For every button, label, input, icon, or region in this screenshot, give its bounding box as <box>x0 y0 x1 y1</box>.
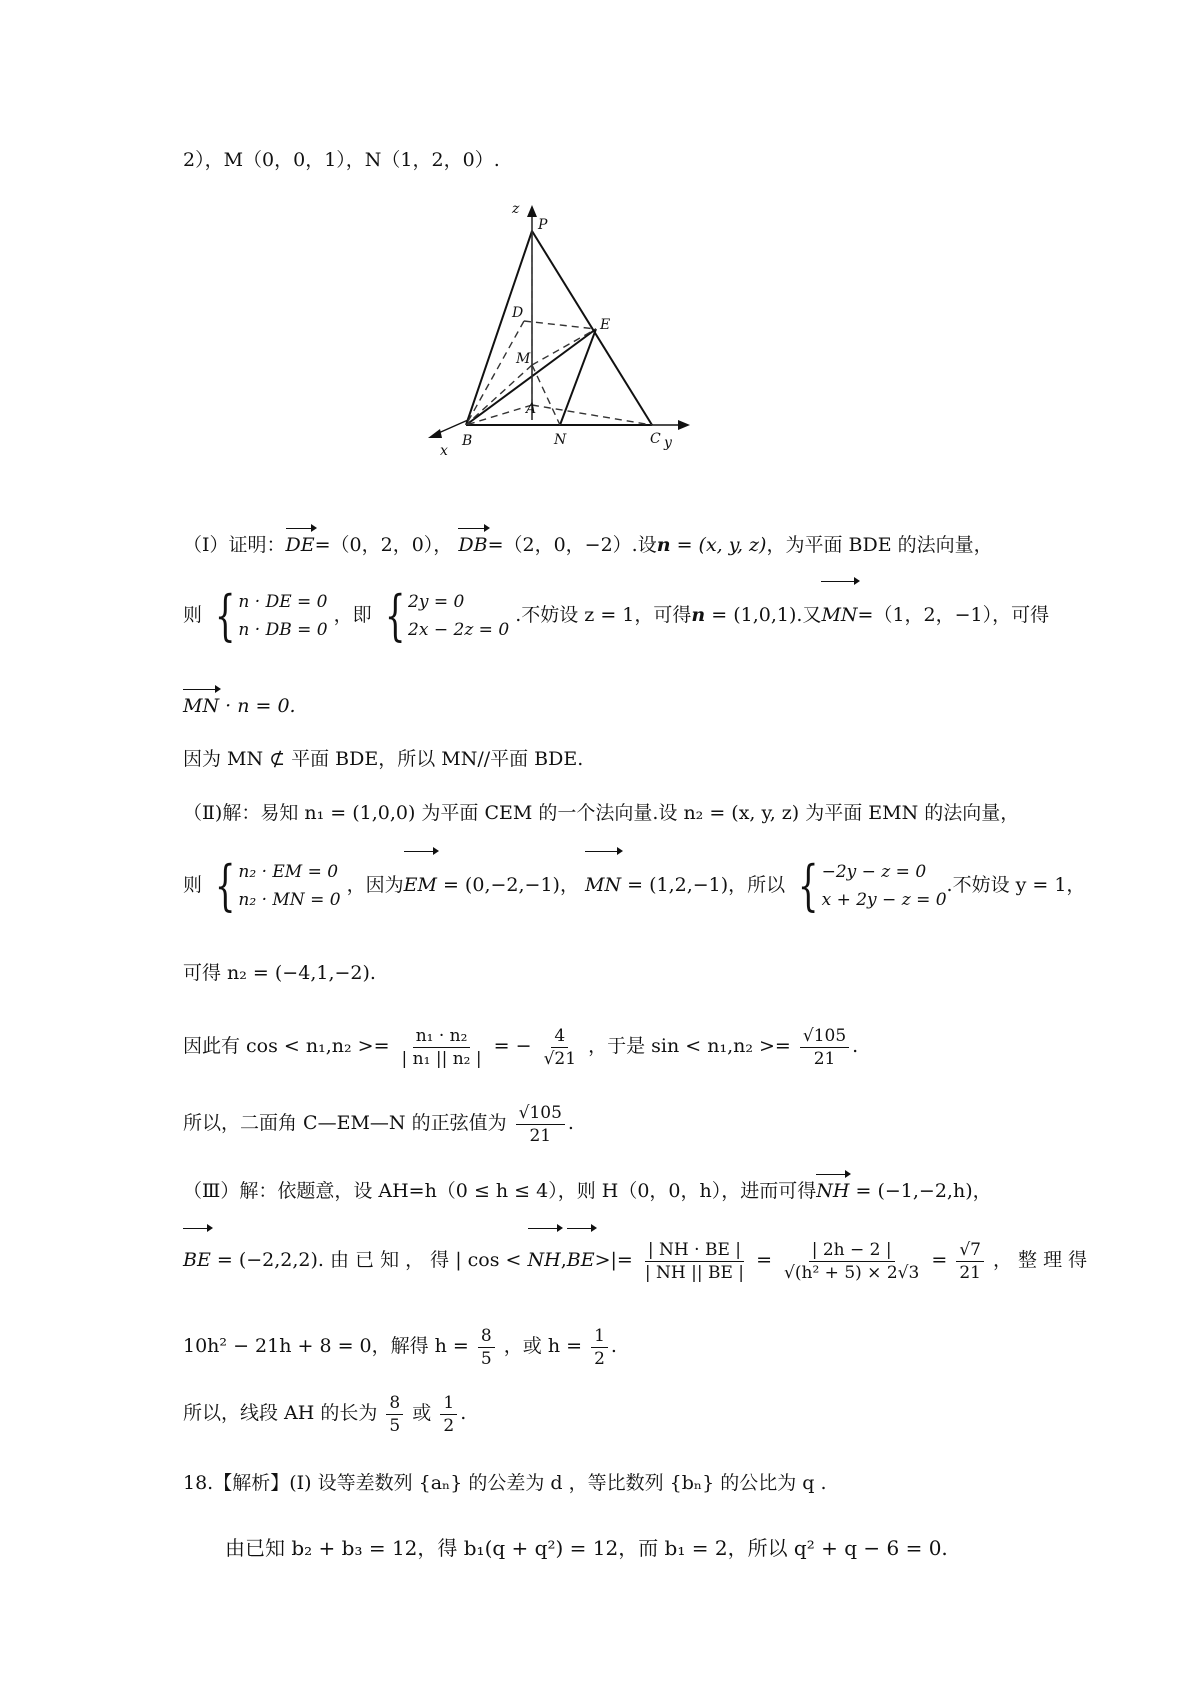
part1-conclusion: 因为 MN ⊄ 平面 BDE，所以 MN//平面 BDE. <box>183 748 584 770</box>
edge-AC <box>532 405 652 425</box>
part2-line2: 则 { n₂ · EM = 0 n₂ · MN = 0 ，因为EM = (0,−2,−1)， MN = (1,2,−1)，所以 { −2y − z = 0 x + 2y − z = 0 .不妨设 y = 1， <box>183 854 1086 917</box>
label-z: z <box>512 205 520 217</box>
label-B: B <box>462 433 473 449</box>
edge-PB <box>466 231 532 425</box>
part2-line4: 因此有 cos < n₁,n₂ >= $\frac{\text{n₁ · n₂}}{\text{| n₁ || n₂ |}}$ = − $\frac{4}{√21}$ ，于是 sin < n₁,n₂ >= $\frac{√105}{21}$ . <box>183 1025 859 1069</box>
vector-EM: EM <box>404 855 437 915</box>
label-D: D <box>512 305 524 321</box>
part3-line2: BE = (−2,2,2). 由 已 知 ， 得 | cos < NH,BE>|= $\frac{| NH \cdot BE |}{| NH || BE |}$ = $\frac{| 2h - 2 |}{\text{√(h² + 5) × 2√3}}$ = $\frac{√7}{21}$ ， 整 理 得 <box>183 1232 1087 1288</box>
problem18-line2: 由已知 b₂ + b₃ = 12，得 b₁(q + q²) = 12，而 b₁ = 2，所以 q² + q − 6 = 0. <box>225 1536 948 1560</box>
part2-line5: 所以，二面角 C—EM—N 的正弦值为 $\frac{√105}{21}$ . <box>183 1102 574 1146</box>
part1-line3: MN · n = 0. <box>183 695 296 717</box>
vector-BE: BE <box>183 1232 211 1288</box>
system-normal-EMN: { n₂ · EM = 0 n₂ · MN = 0 <box>214 854 341 917</box>
label-M: M <box>516 351 531 367</box>
part1-line2: 则 { n · DE = 0 n · DB = 0 ，即 { 2y = 0 2x − 2z = 0 .不妨设 z = 1，可得n = (1,0,1).又MN=（1，2，−1），可得 <box>183 584 1050 647</box>
edge-ME <box>532 329 596 365</box>
vector-DE: DE <box>285 534 315 556</box>
label-P: P <box>538 217 548 233</box>
z-axis-arrow <box>527 205 537 217</box>
problem18-line1: 18.【解析】(I) 设等差数列 {aₙ} 的公差为 d ，等比数列 {bₙ} 的公比为 q . <box>183 1472 827 1494</box>
vector-NH-2: NH <box>528 1232 561 1288</box>
vector-MN-3: MN <box>585 855 621 915</box>
label-C: C <box>650 431 661 447</box>
label-N: N <box>554 432 567 448</box>
label-E: E <box>600 317 611 333</box>
part3-line1: （Ⅲ）解：依题意，设 AH=h（0 ≤ h ≤ 4），则 H（0，0，h），进而可得NH = (−1,−2,h)， <box>183 1180 992 1202</box>
label-y: y <box>664 435 672 451</box>
vector-MN: MN <box>821 585 857 645</box>
part1-line1: （Ⅰ）证明：DE=（0，2，0）， DB=（2，0，−2）.设n = (x, y, z)，为平面 BDE 的法向量， <box>183 534 993 556</box>
part3-line4: 所以，线段 AH 的长为 $\frac{8}{5}$ 或 $\frac{1}{2}$ . <box>183 1392 467 1436</box>
system-normal-BDE: { n · DE = 0 n · DB = 0 <box>214 584 328 647</box>
vector-DB: DB <box>458 534 488 556</box>
edge-DE <box>524 321 596 329</box>
part3-line3: 10h² − 21h + 8 = 0，解得 h = $\frac{8}{5}$ ，或 h = $\frac{1}{2}$ . <box>183 1325 617 1369</box>
part2-line3: 可得 n₂ = (−4,1,−2). <box>183 962 376 984</box>
vector-NH: NH <box>816 1180 850 1202</box>
system-equations-2: { −2y − z = 0 x + 2y − z = 0 <box>798 854 947 917</box>
part2-line1: （Ⅱ)解：易知 n₁ = (1,0,0) 为平面 CEM 的一个法向量.设 n₂ = (x, y, z) 为平面 EMN 的法向量， <box>183 802 1020 824</box>
system-equations-1: { 2y = 0 2x − 2z = 0 <box>384 584 510 647</box>
x-axis-arrow <box>428 429 442 438</box>
vector-BE-2: BE <box>567 1232 595 1288</box>
y-axis-arrow <box>678 420 690 430</box>
label-x: x <box>440 443 448 459</box>
vector-MN-2: MN <box>183 695 220 717</box>
edge-PC <box>532 231 652 425</box>
label-A: A <box>526 401 537 417</box>
continuation-line: 2），M（0，0，1），N（1，2，0）. <box>183 149 500 171</box>
pyramid-figure <box>420 205 710 465</box>
